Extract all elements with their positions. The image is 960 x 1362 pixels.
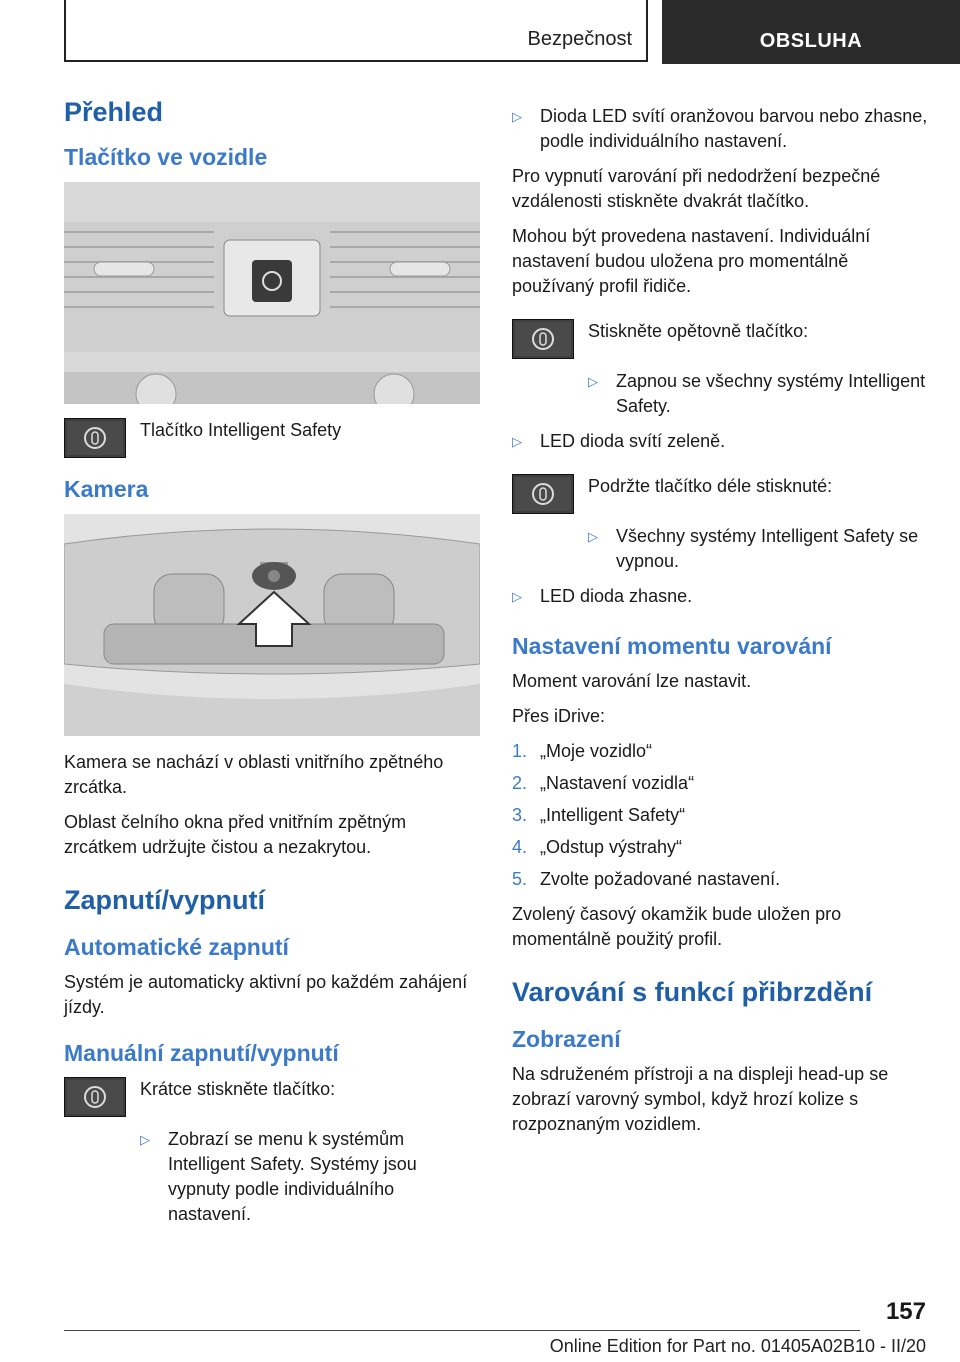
left-column	[64, 96, 480, 1237]
led-bullet-2	[512, 429, 928, 454]
intelligent-safety-button-icon	[64, 418, 126, 458]
button-3-caption: Podržte tlačítko déle stisknuté:	[588, 476, 833, 496]
list-item: 2. „Nastavení vozidla“	[512, 772, 695, 793]
heading-kamera: Kamera	[64, 475, 149, 502]
heading-manualni: Manuální zapnutí/vypnutí	[64, 1039, 339, 1066]
led-bullet-1	[512, 104, 928, 154]
button-2-caption: Stiskněte opětovně tlačítko:	[588, 321, 809, 341]
heading-tlacitko: Tlačítko ve vozidle	[64, 144, 268, 171]
camera-location-image	[64, 514, 480, 736]
button-2-bullet-text: Zapnou se všechny systémy Intelligent Safety.	[616, 371, 926, 416]
triangle-icon: ▷	[512, 589, 522, 604]
triangle-icon: ▷	[140, 1132, 150, 1148]
right-paragraph-2: Mohou být provedena nastavení. Individuální nastavení budou uložena pro momentálně používaný profil řidiče.	[512, 226, 871, 296]
intelligent-safety-button-row	[64, 418, 480, 458]
edition-footer: Online Edition for Part no. 01405A02B10 - II/20	[549, 1336, 926, 1356]
idrive-steps-list	[512, 739, 928, 892]
intelligent-safety-button-icon	[64, 1077, 126, 1117]
triangle-icon: ▷	[588, 374, 598, 389]
button-caption: Tlačítko Intelligent Safety	[140, 419, 342, 440]
page-number: 157	[885, 1298, 926, 1325]
button-row-2	[512, 319, 928, 359]
auto-paragraph: Systém je automaticky aktivní po každém zahájení jízdy.	[64, 971, 468, 1017]
led-bullet-3	[512, 584, 928, 609]
heading-prehled: Přehled	[64, 97, 164, 127]
header-section-title: Bezpečnost	[527, 28, 632, 50]
header-section-box	[64, 0, 648, 62]
right-column	[512, 104, 928, 1147]
list-item: 3. „Intelligent Safety“	[512, 804, 686, 825]
button-row-3	[512, 474, 928, 514]
nastaveni-paragraph-2: Přes iDrive:	[512, 705, 606, 726]
manual-button-caption: Krátce stiskněte tlačítko:	[140, 1079, 336, 1100]
zobrazeni-paragraph: Na sdruženém přístroji a na displeji head-up se zobrazí varovný symbol, když hrozí kolize s rozpoznaným vozidlem.	[512, 1063, 889, 1134]
led-bullet-1-text: Dioda LED svítí oranžovou barvou nebo zhasne, podle individuálního nastavení.	[540, 106, 928, 151]
manual-button-row	[64, 1077, 480, 1117]
dashboard-button-image	[64, 182, 480, 404]
triangle-icon: ▷	[512, 109, 522, 124]
kamera-paragraph-1: Kamera se nachází v oblasti vnitřního zpětného zrcátka.	[64, 751, 444, 797]
button-2-bullet	[588, 369, 928, 419]
intelligent-safety-button-icon	[512, 474, 574, 514]
manual-bullet	[140, 1127, 480, 1227]
led-bullet-3-text: LED dioda zhasne.	[540, 586, 693, 606]
footer-divider	[64, 1330, 860, 1331]
heading-zobrazeni: Zobrazení	[512, 1025, 621, 1052]
right-paragraph-1: Pro vypnutí varování při nedodržení bezpečné vzdálenosti stiskněte dvakrát tlačítko.	[512, 166, 881, 211]
led-bullet-2-text: LED dioda svítí zeleně.	[540, 431, 726, 451]
intelligent-safety-button-icon	[512, 319, 574, 359]
list-item: 1. „Moje vozidlo“	[512, 740, 653, 761]
button-3-bullet-text: Všechny systémy Intelligent Safety se vypnou.	[616, 526, 919, 571]
button-3-bullet	[588, 524, 928, 574]
manual-bullet-text: Zobrazí se menu k systémům Intelligent Safety. Systémy jsou vypnuty podle individuálního nastavení.	[168, 1129, 417, 1225]
heading-nastaveni: Nastavení momentu varování	[512, 633, 832, 659]
heading-zapnuti: Zapnutí/vypnutí	[64, 884, 265, 915]
triangle-icon: ▷	[588, 529, 598, 544]
kamera-paragraph-2: Oblast čelního okna před vnitřním zpětným zrcátkem udržujte čistou a nezakrytou.	[64, 811, 407, 857]
list-item: 4. „Odstup výstrahy“	[512, 836, 683, 857]
nastaveni-paragraph-3: Zvolený časový okamžik bude uložen pro momentálně použitý profil.	[512, 903, 842, 949]
triangle-icon: ▷	[512, 434, 522, 449]
list-item: 5. Zvolte požadované nastavení.	[512, 868, 781, 889]
heading-automaticke: Automatické zapnutí	[64, 933, 289, 960]
header-chapter-tab: OBSLUHA	[662, 0, 960, 64]
nastaveni-paragraph-1: Moment varování lze nastavit.	[512, 670, 752, 691]
heading-varovani: Varování s funkcí přibrzdění	[512, 976, 873, 1007]
